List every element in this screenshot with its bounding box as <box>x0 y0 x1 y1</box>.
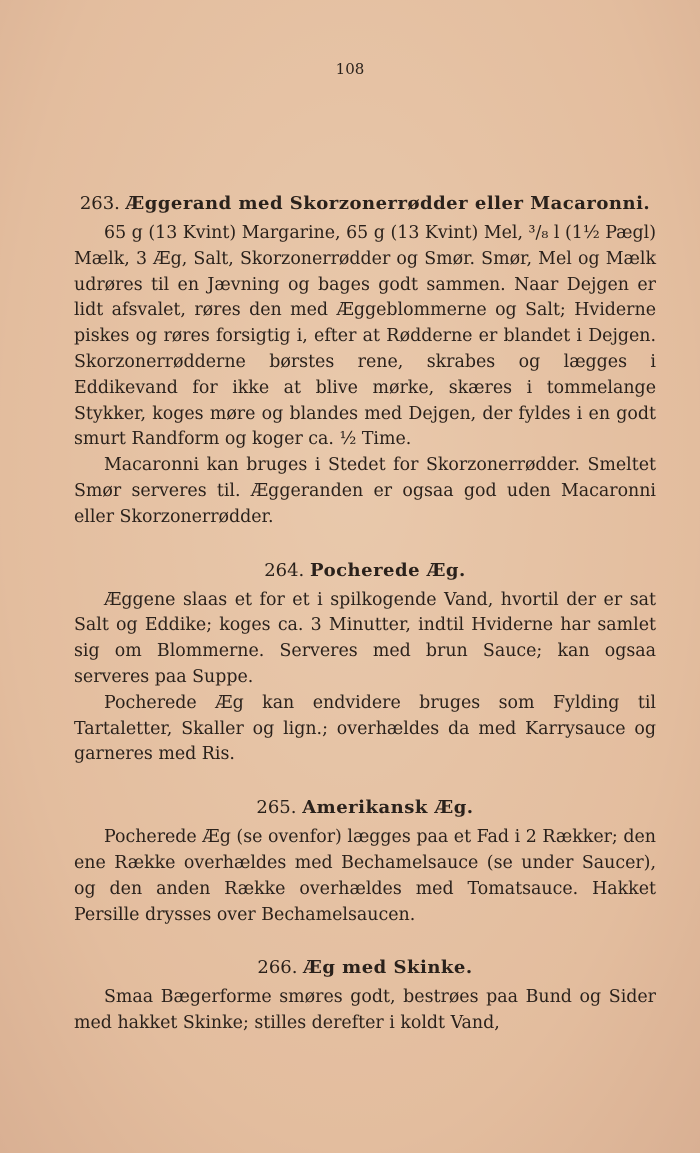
recipe-263 <box>74 190 656 531</box>
recipe-title <box>74 557 656 584</box>
recipe-number: 263. <box>79 193 120 214</box>
recipe-name: Æggerand med Skorzonerrødder eller Macaronni. <box>125 193 651 214</box>
recipe-number: 266. <box>257 957 298 979</box>
recipe-266 <box>74 954 656 1037</box>
recipe-paragraph: 65 g (13 Kvint) Margarine, 65 g (13 Kvint) Mel, ³/₈ l (1½ Pægl) Mælk, 3 Æg, Salt, Skorzonerrødder og Smør. Smør, Mel og Mælk udrøres til en Jævning og bages godt sammen. Naar Dejgen er lidt afsvalet, røres den med Æggeblommerne og Salt; Hviderne piskes og røres forsigtig i, efter at Rødderne er blandet i Dejgen. Skorzonerrødderne børstes rene, skrabes og lægges i Eddikevand for ikke at blive mørke, skæres i tommelange Stykker, koges møre og blandes med Dejgen, der fyldes i en godt smurt Randform og koger ca. ½ Time. <box>74 223 656 450</box>
recipe-paragraph: Æggene slaas et for et i spilkogende Vand, hvortil der er sat Salt og Eddike; koges ca. 3 Minutter, indtil Hviderne har samlet sig om Blommerne. Serveres med brun Sauce; kan ogsaa serveres paa Suppe. <box>74 589 656 687</box>
recipe-paragraph: Pocherede Æg kan endvidere bruges som Fylding til Tartaletter, Skaller og lign.; overhældes da med Karrysauce og garneres med Ris. <box>74 692 656 765</box>
recipe-name: Æg med Skinke. <box>303 957 473 979</box>
page-content <box>74 190 656 1063</box>
recipe-name: Amerikansk Æg. <box>302 797 474 819</box>
recipe-264 <box>74 557 656 769</box>
recipe-number: 264. <box>264 559 305 581</box>
recipe-paragraph: Smaa Bægerforme smøres godt, bestrøes paa Bund og Sider med hakket Skinke; stilles derefter i koldt Vand, <box>74 987 656 1034</box>
recipe-paragraph: Pocherede Æg (se ovenfor) lægges paa et Fad i 2 Rækker; den ene Række overhældes med Bechamelsauce (se under Saucer), og den anden Række overhældes med Tomatsauce. Hakket Persille drysses over Bechamelsaucen. <box>74 827 656 925</box>
recipe-title <box>74 794 656 821</box>
recipe-paragraph: Macaronni kan bruges i Stedet for Skorzonerrødder. Smeltet Smør serveres til. Æggeranden er ogsaa god uden Macaronni eller Skorzonerrødder. <box>74 455 656 527</box>
recipe-title <box>74 954 656 981</box>
recipe-name: Pocherede Æg. <box>310 559 466 581</box>
recipe-265 <box>74 794 656 928</box>
recipe-title <box>74 190 656 217</box>
page-number: 108 <box>335 60 365 78</box>
recipe-number: 265. <box>256 797 297 819</box>
